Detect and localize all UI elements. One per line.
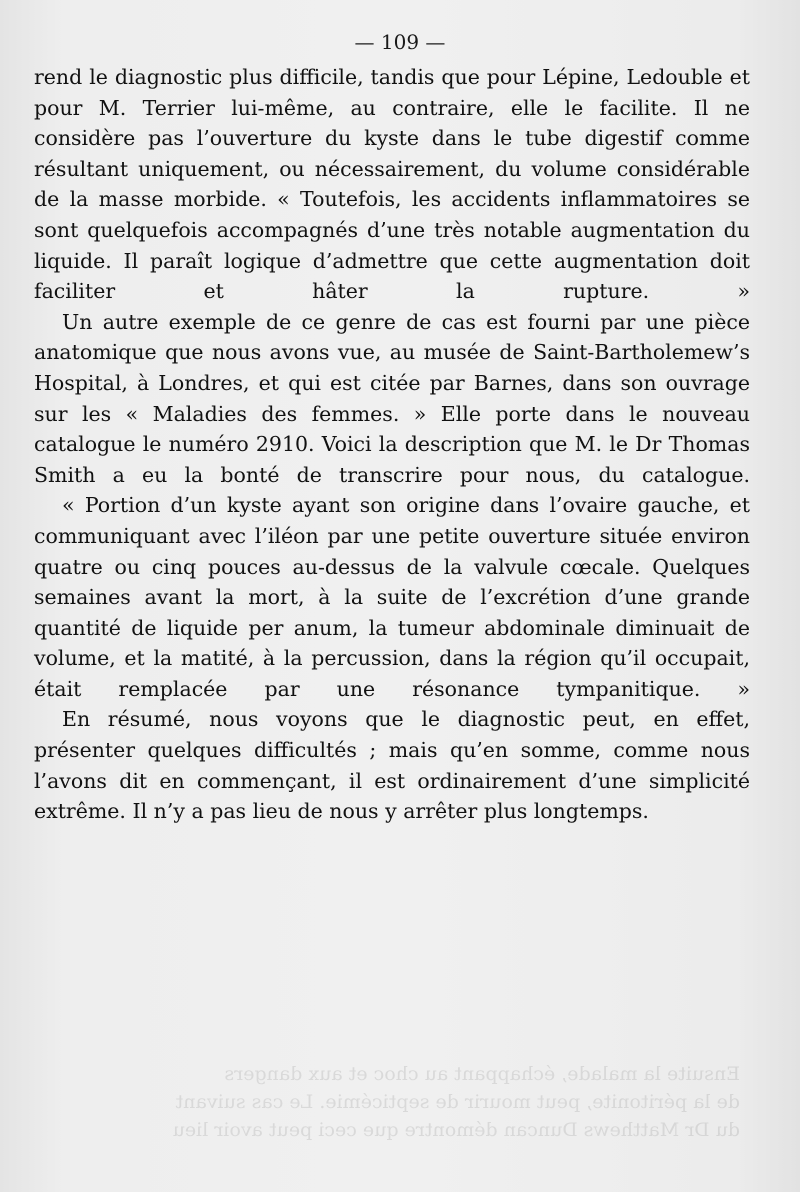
paragraph-1: rend le diagnostic plus difficile, tandis que pour Lépine, Ledouble et pour M. Terrier lui-même, au contraire, elle le facilite. Il ne considère pas l’ouverture du kyste dans le tube digestif comme résultant uniquement, ou nécessairement, du volume considérable de la masse morbide. « Toutefois, les accidents inflammatoires se sont quelquefois accompagnés d’une très notable augmentation du liquide. Il paraît logique d’admettre que cette augmentation doit faciliter et hâter la rupture. » xyxy=(34,65,750,304)
paragraph-4: En résumé, nous voyons que le diagnostic peut, en effet, présenter quelques difficultés ; mais qu’en somme, comme nous l’avons dit en commençant, il est ordinairement d’une simplicité extrême. Il n’y a pas lieu de nous y arrêter plus longtemps. xyxy=(34,707,750,824)
paragraph-2: Un autre exemple de ce genre de cas est fourni par une pièce anatomique que nous avons vue, au musée de Saint-Bartholemew’s Hospital, à Londres, et qui est citée par Barnes, dans son ouvrage sur les « Maladies des femmes. » Elle porte dans le nouveau catalogue le numéro 2910. Voici la description que M. le Dr Thomas Smith a eu la bonté de transcrire pour nous, du catalogue. xyxy=(34,309,750,487)
page-number: — 109 — xyxy=(354,30,446,54)
bleed-through-text: Ensuite la malade, échappant au choc et aux dangers de la péritonite, peut mourir de septicémie. Le cas suivant du Dr Matthews Duncan démontre que ceci peut avoir lieu xyxy=(172,1063,740,1141)
body-text xyxy=(34,62,750,827)
paragraph-3: « Portion d’un kyste ayant son origine dans l’ovaire gauche, et communiquant avec l’iléon par une petite ouverture située environ quatre ou cinq pouces au-dessus de la valvule cœcale. Quelques semaines avant la mort, à la suite de l’excrétion d’une grande quantité de liquide per anum, la tumeur abdominale diminuait de volume, et la matité, à la percussion, dans la région qu’il occupait, était remplacée par une résonance tympanitique. » xyxy=(34,493,750,701)
